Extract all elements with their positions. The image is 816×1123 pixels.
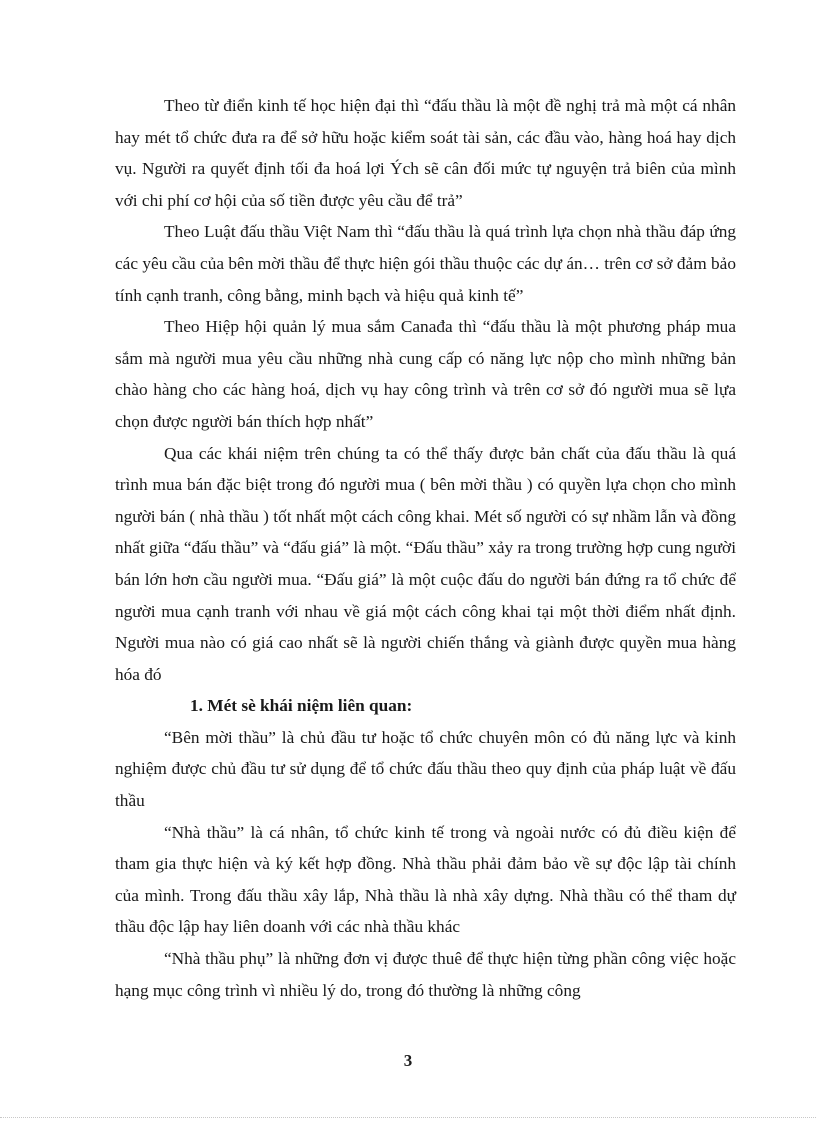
paragraph-definition-economics-dictionary: Theo từ điển kinh tế học hiện đại thì “đấu thầu là một đề nghị trả mà một cá nhân hay mét tổ chức đưa ra để sở hữu hoặc kiểm soát tài sản, các đầu vào, hàng hoá hay dịch vụ. Người ra quyết định tối đa hoá lợi Ých sẽ cân đối mức tự nguyện trả biên của mình với chi phí cơ hội của số tiền được yêu cầu để trả”: [115, 96, 736, 210]
page-number: 3: [403, 1051, 413, 1070]
section-heading: 1. Mét sè khái niệm liên quan:: [190, 696, 413, 716]
paragraph-contractor: “Nhà thầu” là cá nhân, tổ chức kinh tế trong và ngoài nước có đủ điều kiện để tham gia thực hiện và ký kết hợp đồng. Nhà thầu phải đảm bảo về sự độc lập tài chính của mình. Trong đấu thầu xây lắp, Nhà thầu là nhà xây dựng. Nhà thầu có thể tham dự thầu độc lập hay liên doanh với các nhà thầu khác: [115, 822, 736, 937]
paragraph-nature-of-bidding: Qua các khái niệm trên chúng ta có thể thấy được bản chất của đấu thầu là quá trình mua bán đặc biệt trong đó người mua ( bên mời thầu ) có quyền lựa chọn cho mình người bán ( nhà thầu ) tốt nhất một cách công khai. Mét số người có sự nhầm lẫn và đồng nhất giữa “đấu thầu” và “đấu giá” là một. “Đấu thầu” xảy ra trong trường hợp cung người bán lớn hơn cầu người mua. “Đấu giá” là một cuộc đấu do người bán đứng ra tổ chức để người mua cạnh tranh với nhau về giá một cách công khai tại một thời điểm nhất định. Người mua nào có giá cao nhất sẽ là người chiến thắng và giành được quyền mua hàng hóa đó: [115, 443, 736, 684]
page-bottom-divider: [0, 1117, 816, 1118]
paragraph-bid-inviter: “Bên mời thầu” là chủ đầu tư hoặc tổ chức chuyên môn có đủ năng lực và kinh nghiệm được chủ đầu tư sử dụng để tổ chức đấu thầu theo quy định của pháp luật về đấu thầu: [115, 727, 736, 811]
paragraph-definition-canada-association: Theo Hiệp hội quản lý mua sắm Canađa thì “đấu thầu là một phương pháp mua sắm mà người mua yêu cầu những nhà cung cấp có năng lực nộp cho mình những bản chào hàng cho các hàng hoá, dịch vụ hay công trình và trên cơ sở đó người mua sẽ lựa chọn được người bán thích hợp nhất”: [115, 317, 736, 431]
paragraph-subcontractor: “Nhà thầu phụ” là những đơn vị được thuê để thực hiện từng phần công việc hoặc hạng mục công trình vì nhiều lý do, trong đó thường là những công: [115, 949, 736, 1000]
document-body: [115, 90, 736, 1006]
paragraph-definition-vietnam-law: Theo Luật đấu thầu Việt Nam thì “đấu thầu là quá trình lựa chọn nhà thầu đáp ứng các yêu cầu của bên mời thầu để thực hiện gói thầu thuộc các dự án… trên cơ sở đảm bảo tính cạnh tranh, công bằng, minh bạch và hiệu quả kinh tế”: [115, 222, 736, 305]
